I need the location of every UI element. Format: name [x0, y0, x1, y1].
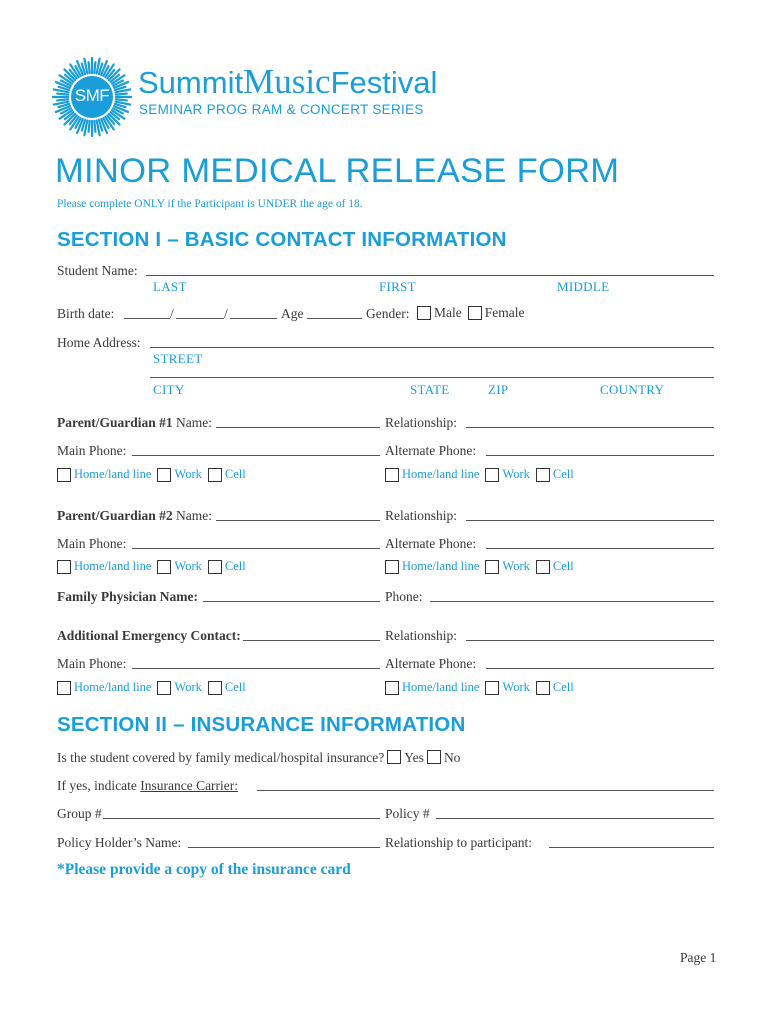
physician-phone-field[interactable]: [430, 601, 714, 602]
emergency-relationship-field[interactable]: [466, 640, 714, 641]
guardian1-main-phone-field[interactable]: [132, 455, 380, 456]
age-field[interactable]: [307, 318, 362, 319]
work-label: Work: [502, 467, 530, 481]
emergency-main-phone-field[interactable]: [132, 668, 380, 669]
male-checkbox[interactable]: [417, 306, 431, 320]
guardian1-alt-phone-label: Alternate Phone:: [385, 443, 477, 458]
holder-relationship-label: Relationship to participant:: [385, 835, 532, 850]
male-label: Male: [434, 305, 462, 320]
home-checkbox[interactable]: [57, 468, 71, 482]
physician-name-field[interactable]: [203, 601, 380, 602]
guardian2-relationship-label: Relationship:: [385, 508, 457, 523]
guardian1-main-phone-type: [57, 467, 252, 482]
guardian2-alt-phone-field[interactable]: [486, 548, 714, 549]
guardian2-label: [57, 508, 212, 524]
address-sub-country: COUNTRY: [600, 382, 665, 397]
brand-summit: Summit: [138, 65, 244, 100]
age-label: Age: [281, 306, 304, 321]
guardian2-main-phone-field[interactable]: [132, 548, 380, 549]
work-label: Work: [502, 559, 530, 573]
street-field[interactable]: [150, 347, 714, 348]
logo: [52, 57, 132, 137]
cell-label: Cell: [224, 559, 246, 573]
emergency-alt-phone-field[interactable]: [486, 668, 714, 669]
home-checkbox[interactable]: [57, 560, 71, 574]
name-sub-last: LAST: [153, 279, 187, 294]
cell-label: Cell: [224, 467, 246, 481]
work-label: Work: [174, 559, 202, 573]
name-sub-first: FIRST: [379, 279, 416, 294]
guardian1-label: [57, 415, 212, 431]
no-checkbox[interactable]: [427, 750, 441, 764]
group-field[interactable]: [103, 818, 380, 819]
guardian2-name-label: Name:: [176, 508, 213, 523]
guardian2-title: Parent/Guardian #2: [57, 508, 173, 523]
address-sub-city: CITY: [153, 382, 185, 397]
home-checkbox[interactable]: [385, 681, 399, 695]
birth-date-label: Birth date:: [57, 306, 115, 321]
emergency-contact-label: Additional Emergency Contact:: [57, 628, 241, 643]
cell-label: Cell: [552, 559, 574, 573]
cell-label: Cell: [224, 680, 246, 694]
guardian1-name-field[interactable]: [216, 427, 380, 428]
home-checkbox[interactable]: [385, 560, 399, 574]
cell-label: Cell: [552, 467, 574, 481]
guardian2-relationship-field[interactable]: [466, 520, 714, 521]
logo-monogram: SMF: [74, 86, 110, 105]
cell-checkbox[interactable]: [536, 468, 550, 482]
home-label: Home/land line: [74, 559, 152, 573]
guardian1-relationship-field[interactable]: [466, 427, 714, 428]
page-number: Page 1: [680, 950, 717, 965]
emergency-main-phone-label: Main Phone:: [57, 656, 127, 671]
holder-field[interactable]: [188, 847, 380, 848]
work-checkbox[interactable]: [485, 468, 499, 482]
female-checkbox[interactable]: [468, 306, 482, 320]
carrier-field[interactable]: [257, 790, 714, 791]
carrier-label: Insurance Carrier:: [140, 778, 239, 793]
work-checkbox[interactable]: [485, 560, 499, 574]
work-checkbox[interactable]: [157, 681, 171, 695]
brand-name: [138, 64, 437, 101]
birth-month-field[interactable]: [124, 318, 170, 319]
policy-label: Policy #: [385, 806, 430, 821]
guardian1-alt-phone-field[interactable]: [486, 455, 714, 456]
birth-slash-2: /: [224, 306, 228, 321]
group-label: Group #: [57, 806, 102, 821]
work-checkbox[interactable]: [157, 560, 171, 574]
student-name-label: Student Name:: [57, 263, 138, 278]
cell-label: Cell: [552, 680, 574, 694]
page-title: MINOR MEDICAL RELEASE FORM: [55, 152, 620, 190]
cell-checkbox[interactable]: [536, 560, 550, 574]
brand-tagline: SEMINAR PROG RAM & CONCERT SERIES: [139, 102, 424, 117]
home-checkbox[interactable]: [385, 468, 399, 482]
home-label: Home/land line: [402, 559, 480, 573]
work-label: Work: [174, 467, 202, 481]
name-sub-middle: MIDDLE: [557, 279, 610, 294]
cell-checkbox[interactable]: [536, 681, 550, 695]
guardian1-title: Parent/Guardian #1: [57, 415, 173, 430]
yes-checkbox[interactable]: [387, 750, 401, 764]
work-label: Work: [174, 680, 202, 694]
guardian2-alt-phone-type: [385, 559, 580, 574]
cell-checkbox[interactable]: [208, 681, 222, 695]
guardian2-main-phone-type: [57, 559, 252, 574]
guardian2-name-field[interactable]: [216, 520, 380, 521]
guardian1-relationship-label: Relationship:: [385, 415, 457, 430]
guardian1-main-phone-label: Main Phone:: [57, 443, 127, 458]
work-checkbox[interactable]: [485, 681, 499, 695]
page-subtitle: Please complete ONLY if the Participant is UNDER the age of 18.: [57, 198, 363, 210]
birth-year-field[interactable]: [230, 318, 277, 319]
home-label: Home/land line: [74, 680, 152, 694]
home-label: Home/land line: [402, 467, 480, 481]
emergency-relationship-label: Relationship:: [385, 628, 457, 643]
holder-relationship-field[interactable]: [549, 847, 714, 848]
home-label: Home/land line: [74, 467, 152, 481]
section2-heading: SECTION II – INSURANCE INFORMATION: [57, 713, 466, 736]
insurance-question: [57, 750, 460, 766]
birth-day-field[interactable]: [176, 318, 224, 319]
birth-slash-1: /: [170, 306, 174, 321]
brand-music: Music: [243, 62, 331, 101]
physician-phone-label: Phone:: [385, 589, 423, 604]
home-checkbox[interactable]: [57, 681, 71, 695]
policy-field[interactable]: [436, 818, 714, 819]
insurance-question-text: Is the student covered by family medical/hospital insurance?: [57, 750, 385, 765]
cell-checkbox[interactable]: [208, 560, 222, 574]
address-sub-street: STREET: [153, 351, 203, 366]
work-label: Work: [502, 680, 530, 694]
carrier-label-row: [57, 778, 238, 794]
emergency-alt-phone-label: Alternate Phone:: [385, 656, 477, 671]
home-label: Home/land line: [402, 680, 480, 694]
yes-label: Yes: [404, 750, 424, 765]
guardian2-main-phone-label: Main Phone:: [57, 536, 127, 551]
section1-heading: SECTION I – BASIC CONTACT INFORMATION: [57, 228, 507, 251]
insurance-card-note: *Please provide a copy of the insurance card: [57, 861, 351, 878]
work-checkbox[interactable]: [157, 468, 171, 482]
holder-label: Policy Holder’s Name:: [57, 835, 182, 850]
emergency-alt-phone-type: [385, 680, 580, 695]
if-yes-label: If yes, indicate: [57, 778, 137, 793]
city-state-zip-field[interactable]: [150, 377, 714, 378]
address-sub-zip: ZIP: [488, 382, 509, 397]
guardian2-alt-phone-label: Alternate Phone:: [385, 536, 477, 551]
female-label: Female: [484, 305, 525, 320]
guardian1-alt-phone-type: [385, 467, 580, 482]
guardian1-name-label: Name:: [176, 415, 213, 430]
cell-checkbox[interactable]: [208, 468, 222, 482]
emergency-main-phone-type: [57, 680, 252, 695]
emergency-contact-field[interactable]: [243, 640, 380, 641]
home-address-label: Home Address:: [57, 335, 141, 350]
no-label: No: [443, 750, 461, 765]
physician-label: Family Physician Name:: [57, 589, 198, 604]
gender-options: [417, 305, 531, 321]
address-sub-state: STATE: [410, 382, 450, 397]
student-name-field[interactable]: [146, 275, 714, 276]
brand-festival: Festival: [330, 65, 438, 100]
gender-label: Gender:: [366, 306, 410, 321]
